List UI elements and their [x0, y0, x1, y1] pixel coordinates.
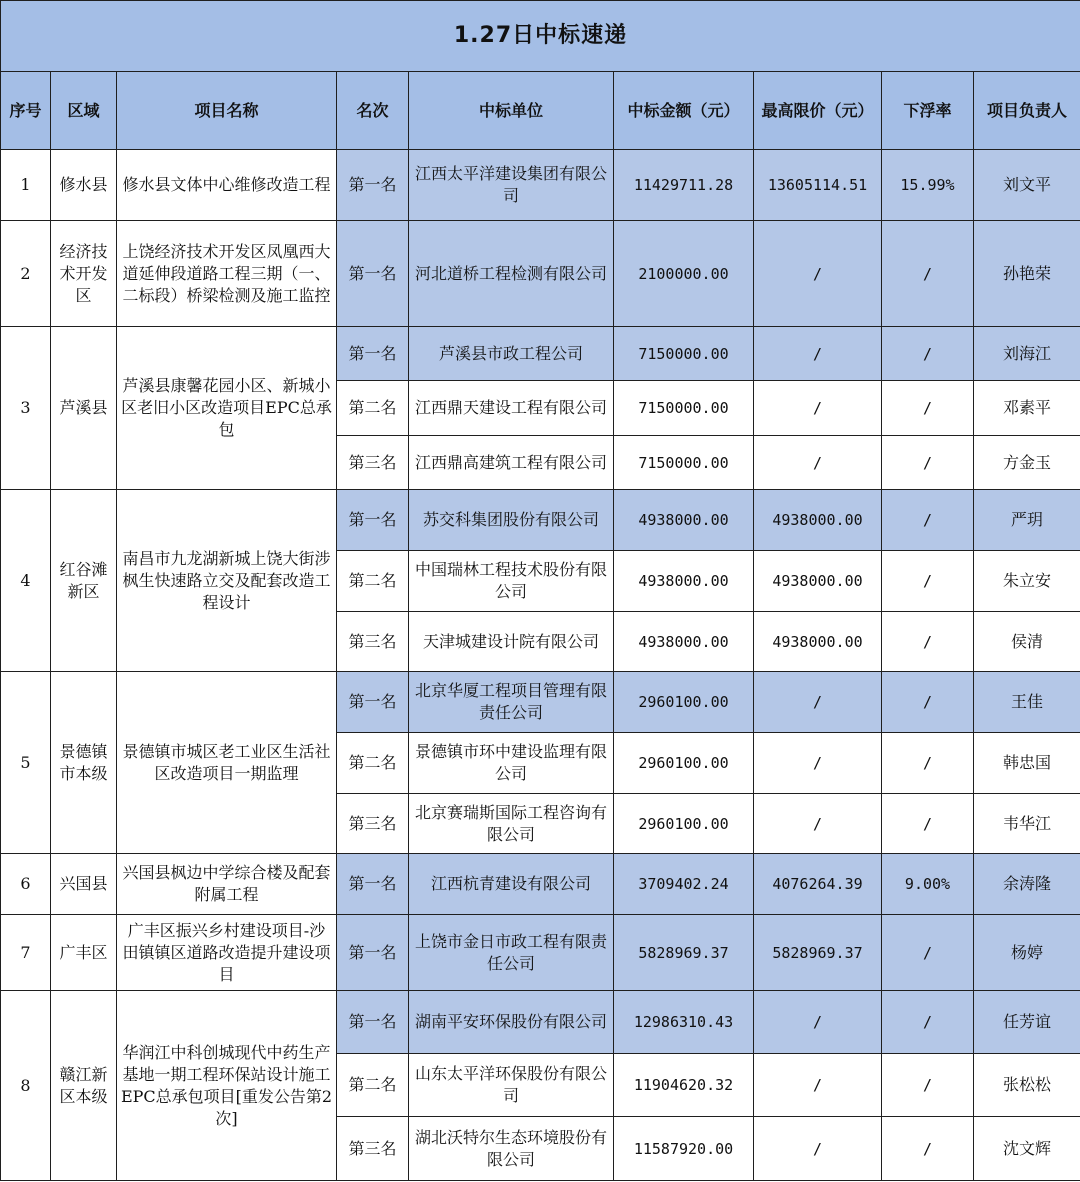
table-row	[1, 854, 1080, 915]
cell-project: 上饶经济技术开发区凤凰西大道延伸段道路工程三期（一、二标段）桥梁检测及施工监控	[117, 221, 337, 327]
header-cap: 最高限价（元）	[754, 72, 882, 150]
cell-amount: 2960100.00	[614, 794, 754, 854]
cell-rank: 第一名	[337, 854, 409, 915]
cell-manager: 韩忠国	[974, 733, 1080, 794]
cell-no: 4	[1, 490, 51, 672]
cell-rate: 15.99%	[882, 150, 974, 221]
cell-region: 芦溪县	[51, 327, 117, 490]
table-row	[1, 221, 1080, 327]
header-manager: 项目负责人	[974, 72, 1080, 150]
cell-unit: 江西鼎高建筑工程有限公司	[409, 436, 614, 490]
cell-project: 广丰区振兴乡村建设项目-沙田镇镇区道路改造提升建设项目	[117, 915, 337, 991]
cell-rate: /	[882, 794, 974, 854]
cell-rank: 第一名	[337, 915, 409, 991]
cell-cap: /	[754, 327, 882, 381]
cell-no: 5	[1, 672, 51, 854]
cell-amount: 4938000.00	[614, 612, 754, 672]
cell-rate: /	[882, 915, 974, 991]
cell-cap: /	[754, 991, 882, 1054]
header-rate: 下浮率	[882, 72, 974, 150]
table-row	[1, 327, 1080, 381]
cell-cap: /	[754, 1054, 882, 1117]
cell-project: 修水县文体中心维修改造工程	[117, 150, 337, 221]
cell-no: 1	[1, 150, 51, 221]
cell-unit: 河北道桥工程检测有限公司	[409, 221, 614, 327]
cell-unit: 山东太平洋环保股份有限公司	[409, 1054, 614, 1117]
table-row	[1, 915, 1080, 991]
cell-rate: /	[882, 612, 974, 672]
cell-cap: /	[754, 794, 882, 854]
cell-rate: /	[882, 490, 974, 551]
cell-unit: 景德镇市环中建设监理有限公司	[409, 733, 614, 794]
cell-manager: 韦华江	[974, 794, 1080, 854]
cell-rate: 9.00%	[882, 854, 974, 915]
cell-cap: 5828969.37	[754, 915, 882, 991]
cell-manager: 严玥	[974, 490, 1080, 551]
cell-region: 广丰区	[51, 915, 117, 991]
table-body	[1, 150, 1080, 1181]
header-unit: 中标单位	[409, 72, 614, 150]
cell-rate: /	[882, 991, 974, 1054]
cell-no: 8	[1, 991, 51, 1181]
cell-unit: 江西太平洋建设集团有限公司	[409, 150, 614, 221]
cell-cap: 4938000.00	[754, 551, 882, 612]
cell-cap: 4938000.00	[754, 490, 882, 551]
cell-unit: 湖北沃特尔生态环境股份有限公司	[409, 1117, 614, 1181]
cell-region: 修水县	[51, 150, 117, 221]
cell-manager: 方金玉	[974, 436, 1080, 490]
cell-manager: 刘海江	[974, 327, 1080, 381]
cell-project: 兴国县枫边中学综合楼及配套附属工程	[117, 854, 337, 915]
cell-rate: /	[882, 551, 974, 612]
cell-amount: 4938000.00	[614, 551, 754, 612]
cell-rank: 第二名	[337, 381, 409, 436]
cell-region: 经济技术开发区	[51, 221, 117, 327]
cell-rank: 第三名	[337, 794, 409, 854]
cell-amount: 11587920.00	[614, 1117, 754, 1181]
cell-region: 兴国县	[51, 854, 117, 915]
cell-no: 6	[1, 854, 51, 915]
cell-amount: 7150000.00	[614, 436, 754, 490]
cell-manager: 孙艳荣	[974, 221, 1080, 327]
cell-manager: 刘文平	[974, 150, 1080, 221]
cell-unit: 北京赛瑞斯国际工程咨询有限公司	[409, 794, 614, 854]
cell-manager: 王佳	[974, 672, 1080, 733]
cell-rank: 第一名	[337, 327, 409, 381]
cell-rate: /	[882, 672, 974, 733]
cell-rate: /	[882, 1054, 974, 1117]
cell-amount: 3709402.24	[614, 854, 754, 915]
cell-project: 华润江中科创城现代中药生产基地一期工程环保站设计施工EPC总承包项目[重发公告第2次]	[117, 991, 337, 1181]
cell-amount: 11904620.32	[614, 1054, 754, 1117]
cell-rate: /	[882, 436, 974, 490]
cell-cap: /	[754, 436, 882, 490]
cell-amount: 12986310.43	[614, 991, 754, 1054]
cell-no: 7	[1, 915, 51, 991]
cell-unit: 上饶市金日市政工程有限责任公司	[409, 915, 614, 991]
cell-manager: 杨婷	[974, 915, 1080, 991]
cell-amount: 2960100.00	[614, 733, 754, 794]
header-rank: 名次	[337, 72, 409, 150]
cell-unit: 江西杭青建设有限公司	[409, 854, 614, 915]
cell-rank: 第三名	[337, 1117, 409, 1181]
header-amount: 中标金额（元）	[614, 72, 754, 150]
cell-manager: 沈文辉	[974, 1117, 1080, 1181]
cell-manager: 邓素平	[974, 381, 1080, 436]
cell-rank: 第三名	[337, 612, 409, 672]
cell-unit: 湖南平安环保股份有限公司	[409, 991, 614, 1054]
cell-no: 2	[1, 221, 51, 327]
cell-project: 景德镇市城区老工业区生活社区改造项目一期监理	[117, 672, 337, 854]
cell-amount: 2100000.00	[614, 221, 754, 327]
cell-rank: 第一名	[337, 221, 409, 327]
cell-cap: 4076264.39	[754, 854, 882, 915]
table-row	[1, 150, 1080, 221]
cell-unit: 苏交科集团股份有限公司	[409, 490, 614, 551]
cell-rate: /	[882, 221, 974, 327]
cell-unit: 天津城建设计院有限公司	[409, 612, 614, 672]
cell-rank: 第一名	[337, 991, 409, 1054]
header-no: 序号	[1, 72, 51, 150]
cell-rate: /	[882, 1117, 974, 1181]
cell-unit: 中国瑞林工程技术股份有限公司	[409, 551, 614, 612]
cell-unit: 芦溪县市政工程公司	[409, 327, 614, 381]
cell-region: 景德镇市本级	[51, 672, 117, 854]
cell-rate: /	[882, 381, 974, 436]
cell-cap: /	[754, 221, 882, 327]
cell-amount: 11429711.28	[614, 150, 754, 221]
header-project: 项目名称	[117, 72, 337, 150]
cell-rate: /	[882, 733, 974, 794]
cell-cap: /	[754, 672, 882, 733]
cell-manager: 张松松	[974, 1054, 1080, 1117]
cell-project: 南昌市九龙湖新城上饶大街涉枫生快速路立交及配套改造工程设计	[117, 490, 337, 672]
cell-manager: 余涛隆	[974, 854, 1080, 915]
cell-rank: 第二名	[337, 551, 409, 612]
table-row	[1, 991, 1080, 1054]
cell-rank: 第一名	[337, 490, 409, 551]
cell-cap: /	[754, 381, 882, 436]
cell-amount: 4938000.00	[614, 490, 754, 551]
cell-unit: 北京华厦工程项目管理有限责任公司	[409, 672, 614, 733]
cell-rank: 第二名	[337, 1054, 409, 1117]
cell-project: 芦溪县康馨花园小区、新城小区老旧小区改造项目EPC总承包	[117, 327, 337, 490]
cell-cap: 13605114.51	[754, 150, 882, 221]
cell-rank: 第一名	[337, 150, 409, 221]
table-row	[1, 672, 1080, 733]
cell-cap: /	[754, 1117, 882, 1181]
cell-rank: 第二名	[337, 733, 409, 794]
cell-manager: 侯清	[974, 612, 1080, 672]
cell-cap: /	[754, 733, 882, 794]
cell-unit: 江西鼎天建设工程有限公司	[409, 381, 614, 436]
cell-manager: 任芳谊	[974, 991, 1080, 1054]
cell-region: 红谷滩新区	[51, 490, 117, 672]
table-row	[1, 490, 1080, 551]
cell-rank: 第三名	[337, 436, 409, 490]
cell-manager: 朱立安	[974, 551, 1080, 612]
cell-amount: 2960100.00	[614, 672, 754, 733]
cell-amount: 7150000.00	[614, 327, 754, 381]
cell-rate: /	[882, 327, 974, 381]
cell-region: 赣江新区本级	[51, 991, 117, 1181]
table-title: 1.27日中标速递	[1, 1, 1080, 72]
cell-amount: 5828969.37	[614, 915, 754, 991]
cell-no: 3	[1, 327, 51, 490]
cell-rank: 第一名	[337, 672, 409, 733]
cell-amount: 7150000.00	[614, 381, 754, 436]
header-region: 区域	[51, 72, 117, 150]
cell-cap: 4938000.00	[754, 612, 882, 672]
